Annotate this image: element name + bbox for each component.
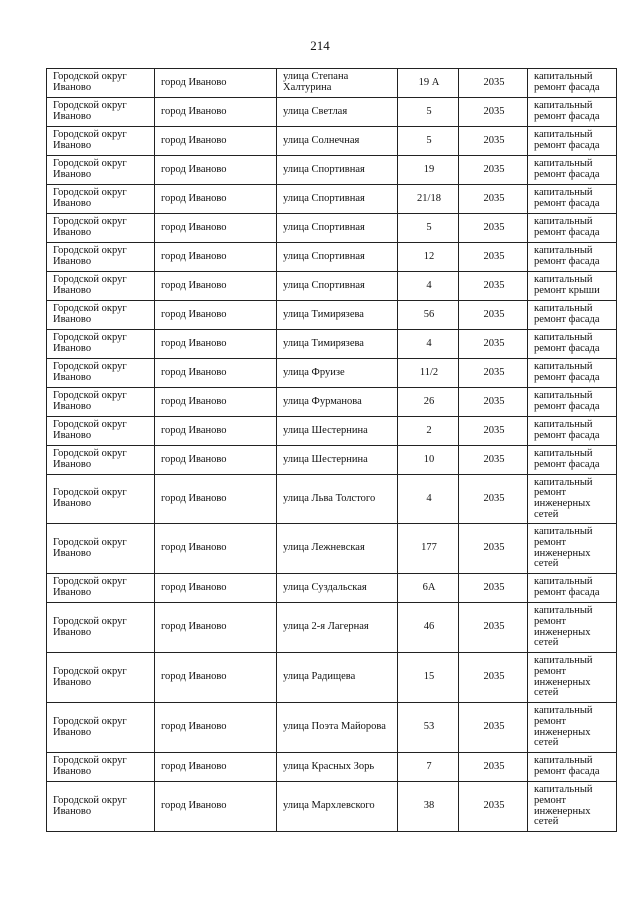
year-cell: 2035 [459, 243, 528, 272]
table-row [47, 301, 617, 330]
district-cell: Городской округ Иваново [47, 417, 155, 446]
city-cell: город Иваново [155, 301, 277, 330]
work-type-cell: капитальный ремонт фасада [528, 301, 617, 330]
year-cell: 2035 [459, 446, 528, 475]
work-type-cell: капитальный ремонт фасада [528, 243, 617, 272]
street-cell: улица Суздальская [277, 574, 398, 603]
work-type-cell: капитальный ремонт фасада [528, 446, 617, 475]
district-cell: Городской округ Иваново [47, 446, 155, 475]
street-cell: улица Спортивная [277, 243, 398, 272]
work-type-cell: капитальный ремонт инженерных сетей [528, 653, 617, 703]
street-cell: улица 2-я Лагерная [277, 603, 398, 653]
work-type-cell: капитальный ремонт инженерных сетей [528, 475, 617, 524]
year-cell: 2035 [459, 69, 528, 98]
city-cell: город Иваново [155, 359, 277, 388]
house-cell: 10 [398, 446, 459, 475]
year-cell: 2035 [459, 475, 528, 524]
year-cell: 2035 [459, 653, 528, 703]
house-cell: 38 [398, 782, 459, 832]
district-cell: Городской округ Иваново [47, 388, 155, 417]
district-cell: Городской округ Иваново [47, 524, 155, 574]
district-cell: Городской округ Иваново [47, 574, 155, 603]
city-cell: город Иваново [155, 69, 277, 98]
street-cell: улица Фурманова [277, 388, 398, 417]
house-cell: 2 [398, 417, 459, 446]
work-type-cell: капитальный ремонт фасада [528, 127, 617, 156]
table-row [47, 574, 617, 603]
district-cell: Городской округ Иваново [47, 156, 155, 185]
city-cell: город Иваново [155, 214, 277, 243]
district-cell: Городской округ Иваново [47, 214, 155, 243]
year-cell: 2035 [459, 753, 528, 782]
city-cell: город Иваново [155, 703, 277, 753]
street-cell: улица Красных Зорь [277, 753, 398, 782]
house-cell: 26 [398, 388, 459, 417]
year-cell: 2035 [459, 603, 528, 653]
house-cell: 4 [398, 272, 459, 301]
work-type-cell: капитальный ремонт фасада [528, 69, 617, 98]
year-cell: 2035 [459, 524, 528, 574]
city-cell: город Иваново [155, 98, 277, 127]
house-cell: 4 [398, 330, 459, 359]
table-row [47, 703, 617, 753]
house-cell: 4 [398, 475, 459, 524]
year-cell: 2035 [459, 214, 528, 243]
work-type-cell: капитальный ремонт инженерных сетей [528, 703, 617, 753]
year-cell: 2035 [459, 574, 528, 603]
work-type-cell: капитальный ремонт фасада [528, 753, 617, 782]
table-row [47, 753, 617, 782]
house-cell: 56 [398, 301, 459, 330]
year-cell: 2035 [459, 301, 528, 330]
district-cell: Городской округ Иваново [47, 330, 155, 359]
district-cell: Городской округ Иваново [47, 782, 155, 832]
page-number: 214 [310, 38, 330, 53]
table-row [47, 524, 617, 574]
district-cell: Городской округ Иваново [47, 185, 155, 214]
work-type-cell: капитальный ремонт фасада [528, 359, 617, 388]
table-row [47, 272, 617, 301]
table-row [47, 98, 617, 127]
year-cell: 2035 [459, 782, 528, 832]
street-cell: улица Светлая [277, 98, 398, 127]
district-cell: Городской округ Иваново [47, 301, 155, 330]
city-cell: город Иваново [155, 272, 277, 301]
district-cell: Городской округ Иваново [47, 475, 155, 524]
district-cell: Городской округ Иваново [47, 753, 155, 782]
city-cell: город Иваново [155, 330, 277, 359]
table-row [47, 388, 617, 417]
district-cell: Городской округ Иваново [47, 703, 155, 753]
table-row [47, 69, 617, 98]
work-type-cell: капитальный ремонт инженерных сетей [528, 524, 617, 574]
house-cell: 15 [398, 653, 459, 703]
street-cell: улица Лежневская [277, 524, 398, 574]
table-row [47, 417, 617, 446]
district-cell: Городской округ Иваново [47, 653, 155, 703]
city-cell: город Иваново [155, 417, 277, 446]
house-cell: 5 [398, 98, 459, 127]
table-row [47, 185, 617, 214]
street-cell: улица Шестернина [277, 417, 398, 446]
year-cell: 2035 [459, 388, 528, 417]
work-type-cell: капитальный ремонт инженерных сетей [528, 782, 617, 832]
work-type-cell: капитальный ремонт фасада [528, 214, 617, 243]
street-cell: улица Степана Халтурина [277, 69, 398, 98]
table-row [47, 214, 617, 243]
house-cell: 6А [398, 574, 459, 603]
work-type-cell: капитальный ремонт фасада [528, 388, 617, 417]
street-cell: улица Тимирязева [277, 330, 398, 359]
house-cell: 46 [398, 603, 459, 653]
district-cell: Городской округ Иваново [47, 98, 155, 127]
city-cell: город Иваново [155, 524, 277, 574]
street-cell: улица Солнечная [277, 127, 398, 156]
table-row [47, 156, 617, 185]
work-type-cell: капитальный ремонт фасада [528, 330, 617, 359]
street-cell: улица Шестернина [277, 446, 398, 475]
repair-schedule-table [46, 68, 617, 832]
year-cell: 2035 [459, 185, 528, 214]
district-cell: Городской округ Иваново [47, 603, 155, 653]
house-cell: 5 [398, 127, 459, 156]
year-cell: 2035 [459, 359, 528, 388]
city-cell: город Иваново [155, 127, 277, 156]
house-cell: 5 [398, 214, 459, 243]
year-cell: 2035 [459, 156, 528, 185]
street-cell: улица Радищева [277, 653, 398, 703]
year-cell: 2035 [459, 98, 528, 127]
city-cell: город Иваново [155, 388, 277, 417]
street-cell: улица Мархлевского [277, 782, 398, 832]
work-type-cell: капитальный ремонт фасада [528, 185, 617, 214]
year-cell: 2035 [459, 703, 528, 753]
city-cell: город Иваново [155, 475, 277, 524]
table-row [47, 127, 617, 156]
work-type-cell: капитальный ремонт фасада [528, 574, 617, 603]
year-cell: 2035 [459, 330, 528, 359]
district-cell: Городской округ Иваново [47, 359, 155, 388]
table-row [47, 330, 617, 359]
house-cell: 12 [398, 243, 459, 272]
house-cell: 177 [398, 524, 459, 574]
year-cell: 2035 [459, 417, 528, 446]
street-cell: улица Фруизе [277, 359, 398, 388]
work-type-cell: капитальный ремонт крыши [528, 272, 617, 301]
house-cell: 11/2 [398, 359, 459, 388]
year-cell: 2035 [459, 272, 528, 301]
table-row [47, 603, 617, 653]
work-type-cell: капитальный ремонт фасада [528, 417, 617, 446]
district-cell: Городской округ Иваново [47, 69, 155, 98]
city-cell: город Иваново [155, 185, 277, 214]
table-row [47, 243, 617, 272]
table-row [47, 475, 617, 524]
street-cell: улица Поэта Майорова [277, 703, 398, 753]
house-cell: 19 [398, 156, 459, 185]
city-cell: город Иваново [155, 446, 277, 475]
city-cell: город Иваново [155, 156, 277, 185]
street-cell: улица Спортивная [277, 185, 398, 214]
district-cell: Городской округ Иваново [47, 127, 155, 156]
city-cell: город Иваново [155, 243, 277, 272]
table-row [47, 782, 617, 832]
table-row [47, 653, 617, 703]
city-cell: город Иваново [155, 753, 277, 782]
work-type-cell: капитальный ремонт инженерных сетей [528, 603, 617, 653]
district-cell: Городской округ Иваново [47, 243, 155, 272]
city-cell: город Иваново [155, 653, 277, 703]
house-cell: 53 [398, 703, 459, 753]
work-type-cell: капитальный ремонт фасада [528, 98, 617, 127]
city-cell: город Иваново [155, 603, 277, 653]
house-cell: 7 [398, 753, 459, 782]
street-cell: улица Льва Толстого [277, 475, 398, 524]
street-cell: улица Спортивная [277, 156, 398, 185]
city-cell: город Иваново [155, 574, 277, 603]
year-cell: 2035 [459, 127, 528, 156]
district-cell: Городской округ Иваново [47, 272, 155, 301]
work-type-cell: капитальный ремонт фасада [528, 156, 617, 185]
house-cell: 21/18 [398, 185, 459, 214]
street-cell: улица Спортивная [277, 214, 398, 243]
street-cell: улица Спортивная [277, 272, 398, 301]
table-row [47, 446, 617, 475]
city-cell: город Иваново [155, 782, 277, 832]
street-cell: улица Тимирязева [277, 301, 398, 330]
house-cell: 19 А [398, 69, 459, 98]
table-row [47, 359, 617, 388]
